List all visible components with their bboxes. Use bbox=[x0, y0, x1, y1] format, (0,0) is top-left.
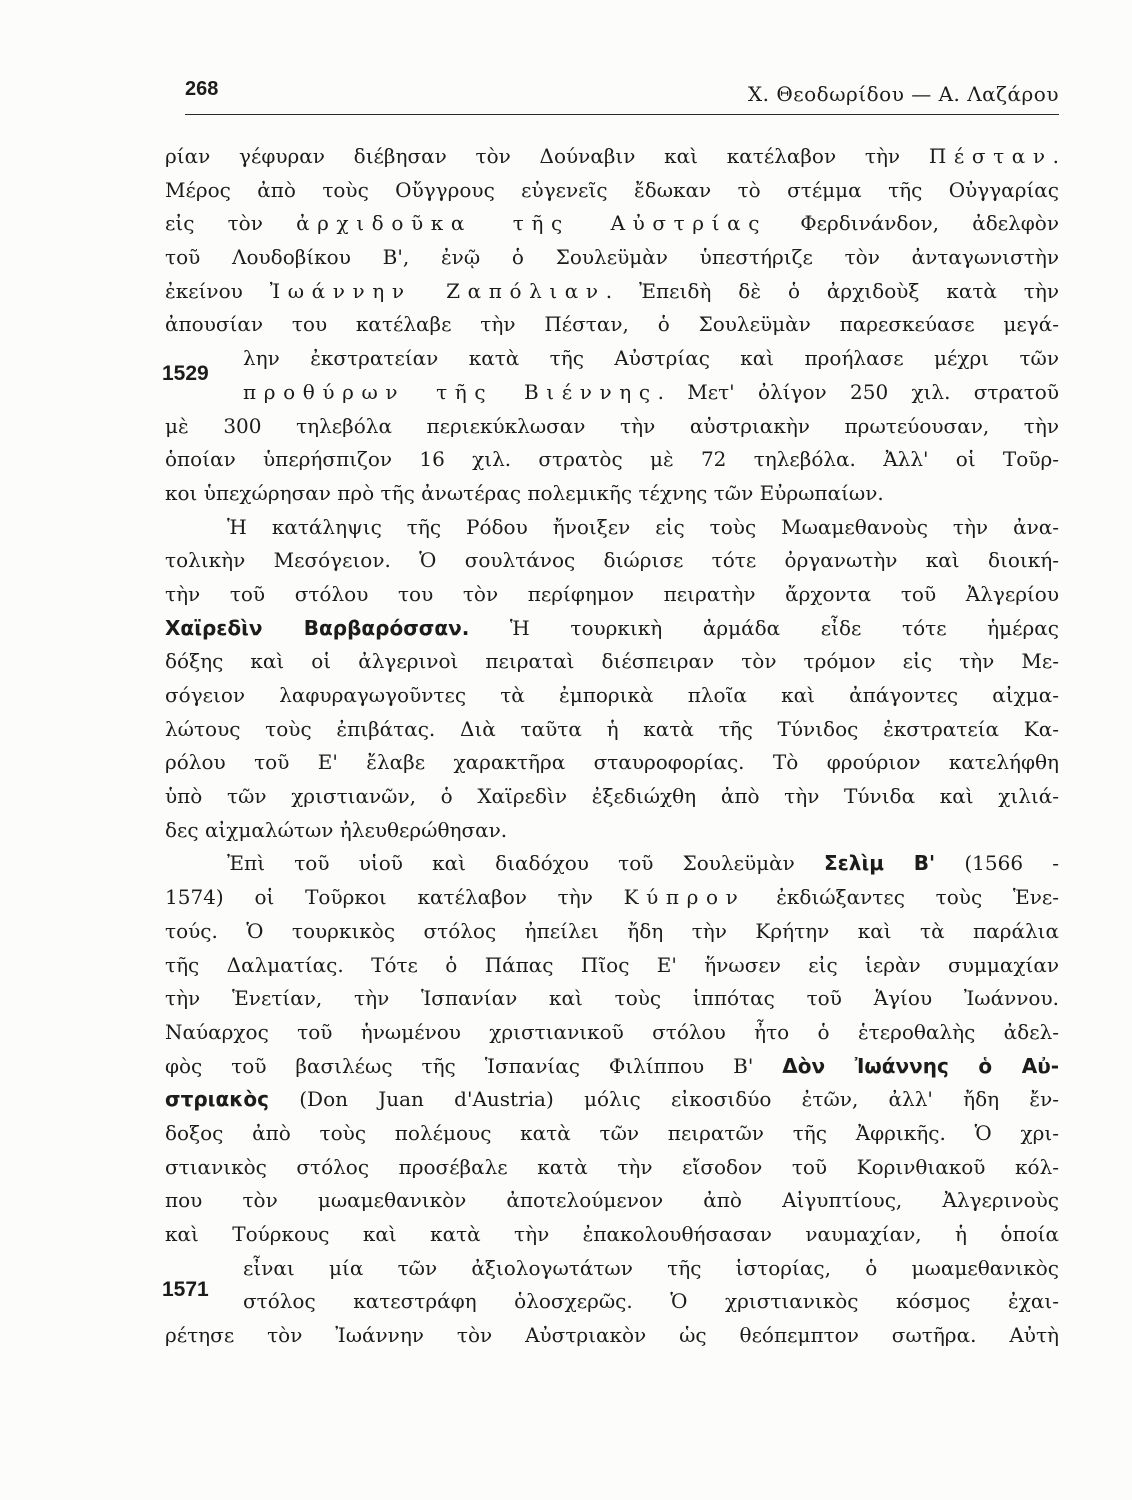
margin-year-1529: 1529 bbox=[162, 362, 209, 385]
text-line: τούς. Ὁ τουρκικὸς στόλος ἠπείλει ἤδη τὴν Κρήτην καὶ τὰ παράλια bbox=[165, 918, 1059, 943]
text-line: ρόλου τοῦ Ε' ἔλαβε χαρακτῆρα σταυροφορίας. Τὸ φρούριον κατελήφθη bbox=[165, 750, 1059, 775]
text-line: ἐκείνου Ἰωάννην Ζαπόλιαν. Ἐπειδὴ δὲ ὁ ἀρχιδοὺξ κατὰ τὴν bbox=[165, 278, 1059, 303]
text-line: καὶ Τούρκους καὶ κατὰ τὴν ἐπακολουθήσασαν ναυμαχίαν, ἡ ὁποία bbox=[165, 1222, 1059, 1246]
text-line: εἶναι μία τῶν ἀξιολογωτάτων τῆς ἱστορίας, ὁ μωαμεθανικὸς bbox=[243, 1255, 1059, 1280]
running-title: Χ. Θεοδωρίδου — Α. Λαζάρου bbox=[747, 82, 1059, 106]
text-line: λην ἐκστρατείαν κατὰ τῆς Αὐστρίας καὶ προήλασε μέχρι τῶν bbox=[243, 346, 1059, 371]
text-line: ρίαν γέφυραν διέβησαν τὸν Δούναβιν καὶ κατέλαβον τὴν Πέσταν. bbox=[165, 144, 1059, 168]
text-line: Χαϊρεδὶν Βαρβαρόσσαν. Ἡ τουρκικὴ ἀρμάδα εἶδε τότε ἡμέρας bbox=[165, 615, 1059, 640]
text-line: 1574) οἱ Τοῦρκοι κατέλαβον τὴν Κύπρον ἐκδιώξαντες τοὺς Ἑνε- bbox=[165, 885, 1059, 910]
text-line: δοξος ἀπὸ τοὺς πολέμους κατὰ τῶν πειρατῶν τῆς Ἀφρικῆς. Ὁ χρι- bbox=[165, 1120, 1059, 1145]
text-line: τὴν Ἑνετίαν, τὴν Ἱσπανίαν καὶ τοὺς ἱππότας τοῦ Ἁγίου Ἰωάννου. bbox=[165, 986, 1059, 1011]
text-line: ρέτησε τὸν Ἰωάννην τὸν Αὐστριακὸν ὡς θεόπεμπτον σωτῆρα. Αὐτὴ bbox=[165, 1323, 1059, 1348]
text-line: μὲ 300 τηλεβόλα περιεκύκλωσαν τὴν αὐστριακὴν πρωτεύουσαν, τὴν bbox=[165, 413, 1059, 438]
text-line: Ἐπὶ τοῦ υἱοῦ καὶ διαδόχου τοῦ Σουλεϋμὰν Σελὶμ Β' (1566 - bbox=[227, 851, 1059, 876]
text-line: τὴν τοῦ στόλου του τὸν περίφημον πειρατὴν ἄρχοντα τοῦ Ἀλγερίου bbox=[165, 581, 1059, 606]
text-line: Μέρος ἀπὸ τοὺς Οὔγγρους εὐγενεῖς ἔδωκαν τὸ στέμμα τῆς Οὐγγαρίας bbox=[165, 177, 1059, 202]
text-line: Ἡ κατάληψις τῆς Ρόδου ἤνοιξεν εἰς τοὺς Μωαμεθανοὺς τὴν ἀνα- bbox=[227, 514, 1059, 539]
text-line: τῆς Δαλματίας. Τότε ὁ Πάπας Πῖος Ε' ἥνωσεν εἰς ἱερὰν συμμαχίαν bbox=[165, 952, 1059, 977]
text-line: Ναύαρχος τοῦ ἡνωμένου χριστιανικοῦ στόλου ἦτο ὁ ἑτεροθαλὴς ἀδελ- bbox=[165, 1019, 1059, 1044]
text-line: ἀπουσίαν του κατέλαβε τὴν Πέσταν, ὁ Σουλεϋμὰν παρεσκεύασε μεγά- bbox=[165, 312, 1059, 337]
text-line: εἰς τὸν ἀρχιδοῦκα τῆς Αὐστρίας Φερδινάνδον, ἀδελφὸν bbox=[165, 211, 1059, 236]
text-line: στόλος κατεστράφη ὁλοσχερῶς. Ὁ χριστιανικὸς κόσμος ἐχαι- bbox=[243, 1289, 1059, 1314]
margin-year-1571: 1571 bbox=[162, 1278, 209, 1301]
body-text bbox=[162, 140, 1059, 1353]
page-header bbox=[185, 78, 1059, 115]
text-line: ὑπὸ τῶν χριστιανῶν, ὁ Χαϊρεδὶν ἐξεδιώχθη ἀπὸ τὴν Τύνιδα καὶ χιλιά- bbox=[165, 784, 1059, 809]
text-line: δες αἰχμαλώτων ἠλευθερώθησαν. bbox=[165, 817, 508, 842]
text-line: που τὸν μωαμεθανικὸν ἀποτελούμενον ἀπὸ Αἰγυπτίους, Ἀλγερινοὺς bbox=[165, 1188, 1059, 1213]
text-line: λώτους τοὺς ἐπιβάτας. Διὰ ταῦτα ἡ κατὰ τῆς Τύνιδος ἐκστρατεία Κα- bbox=[165, 716, 1059, 741]
text-line: στιανικὸς στόλος προσέβαλε κατὰ τὴν εἴσοδον τοῦ Κορινθιακοῦ κόλ- bbox=[165, 1154, 1059, 1179]
text-line: τολικὴν Μεσόγειον. Ὁ σουλτάνος διώρισε τότε ὀργανωτὴν καὶ διοική- bbox=[165, 548, 1059, 573]
text-line: ὁποίαν ὑπερήσπιζον 16 χιλ. στρατὸς μὲ 72 τηλεβόλα. Ἀλλ' οἱ Τοῦρ- bbox=[165, 447, 1059, 472]
text-line: προθύρων τῆς Βιέννης. Μετ' ὀλίγον 250 χιλ. στρατοῦ bbox=[243, 379, 1059, 404]
page-number: 268 bbox=[185, 78, 219, 100]
text-line: φὸς τοῦ βασιλέως τῆς Ἱσπανίας Φιλίππου Β' Δὸν Ἰωάννης ὁ Αὐ- bbox=[165, 1053, 1059, 1078]
text-line: τοῦ Λουδοβίκου Β', ἐνῷ ὁ Σουλεϋμὰν ὑπεστήριζε τὸν ἀνταγωνιστὴν bbox=[165, 245, 1059, 270]
text-line: δόξης καὶ οἱ ἀλγερινοὶ πειραταὶ διέσπειραν τὸν τρόμον εἰς τὴν Με- bbox=[165, 649, 1059, 674]
text-line: κοι ὑπεχώρησαν πρὸ τῆς ἀνωτέρας πολεμικῆς τέχνης τῶν Εὐρωπαίων. bbox=[165, 480, 884, 505]
text-line: σόγειον λαφυραγωγοῦντες τὰ ἐμπορικὰ πλοῖα καὶ ἀπάγοντες αἰχμα- bbox=[165, 683, 1059, 707]
text-line: στριακὸς (Don Juan d'Austria) μόλις εἰκοσιδύο ἐτῶν, ἀλλ' ἤδη ἔν- bbox=[165, 1087, 1059, 1112]
